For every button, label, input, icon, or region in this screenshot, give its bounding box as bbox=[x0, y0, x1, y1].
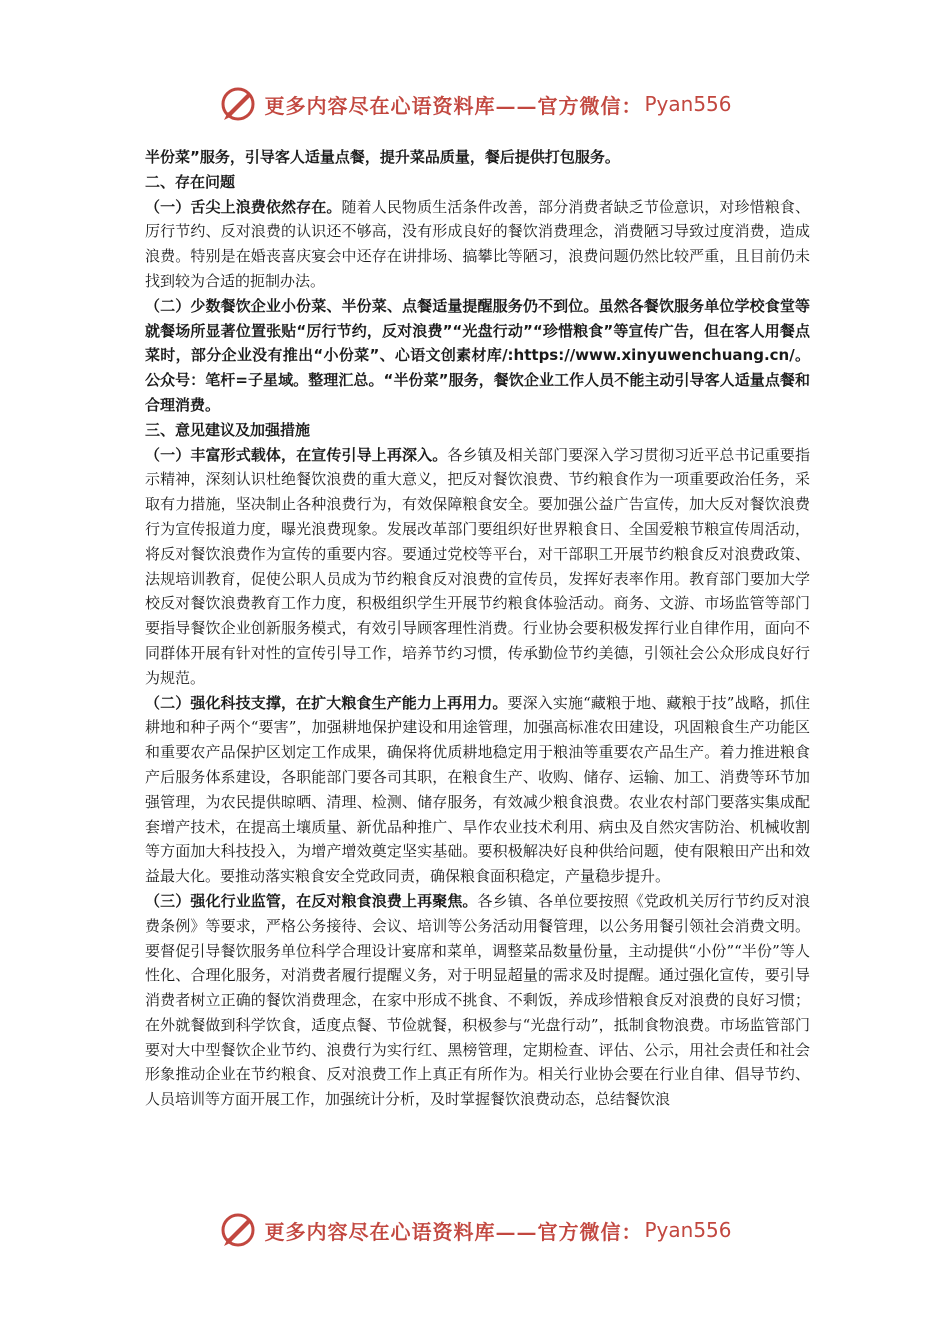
paragraph-5 bbox=[145, 889, 810, 1112]
paragraph-3 bbox=[145, 443, 810, 691]
paragraph-1-text: 随着人民物质生活条件改善，部分消费者缺乏节俭意识，对珍惜粮食、厉行节约、反对浪费的认识还不够高，没有形成良好的餐饮消费理念，消费陋习导致过度消费，造成浪费。特别是在婚丧喜庆宴会中还存在讲排场、搞攀比等陋习，浪费问题仍然比较严重，且目前仍未找到较为合适的扼制办法。 bbox=[145, 197, 810, 290]
document-body bbox=[145, 145, 810, 1112]
paragraph-1 bbox=[145, 195, 810, 294]
paragraph-3-title: （一）丰富形式载体，在宣传引导上再深入。 bbox=[145, 445, 448, 464]
paragraph-4 bbox=[145, 691, 810, 889]
watermark-header bbox=[0, 82, 950, 126]
paragraph-2: （二）少数餐饮企业小份菜、半份菜、点餐适量提醒服务仍不到位。虽然各餐饮服务单位学校食堂等就餐场所显著位置张贴“厉行节约，反对浪费”“光盘行动”“珍惜粮食”等宣传广告，但在客人用餐点菜时，部分企业没有推出“小份菜”、心语文创素材库/:https://www.xinyuwenchuang.cn/。公众号：笔杆=子星域。整理汇总。“半份菜”服务，餐饮企业工作人员不能主动引导客人适量点餐和合理消费。 bbox=[145, 296, 810, 414]
watermark-id: Pyan556 bbox=[644, 1218, 732, 1242]
section-heading-2: 二、存在问题 bbox=[145, 172, 236, 191]
watermark-text: 更多内容尽在心语资料库——官方微信： bbox=[264, 93, 643, 118]
section-heading-3: 三、意见建议及加强措施 bbox=[145, 420, 311, 439]
pen-logo-icon bbox=[218, 1210, 258, 1250]
paragraph-3-text: 各乡镇及相关部门要深入学习贯彻习近平总书记重要指示精神，深刻认识杜绝餐饮浪费的重大意义，把反对餐饮浪费、节约粮食作为一项重要政治任务，采取有力措施，坚决制止各种浪费行为，有效保障粮食安全。要加强公益广告宣传，加大反对餐饮浪费行为宣传报道力度，曝光浪费现象。发展改革部门要组织好世界粮食日、全国爱粮节粮宣传周活动，将反对餐饮浪费作为宣传的重要内容。要通过党校等平台，对干部职工开展节约粮食反对浪费政策、法规培训教育，促使公职人员成为节约粮食反对浪费的宣传员，发挥好表率作用。教育部门要加大学校反对餐饮浪费教育工作力度，积极组织学生开展节约粮食体验活动。商务、文游、市场监管等部门要指导餐饮企业创新服务模式，有效引导顾客理性消费。行业协会要积极发挥行业自律作用，面向不同群体开展有针对性的宣传引导工作，培养节约习惯，传承勤俭节约美德，引领社会公众形成良好行为规范。 bbox=[145, 445, 810, 687]
watermark-id: Pyan556 bbox=[644, 92, 732, 116]
paragraph-4-text: 要深入实施“藏粮于地、藏粮于技”战略，抓住耕地和种子两个“要害”，加强耕地保护建设和用途管理，加强高标准农田建设，巩固粮食生产功能区和重要农产品保护区划定工作成果，确保将优质耕地稳定用于粮油等重要农产品生产。着力推进粮食产后服务体系建设，各职能部门要各司其职，在粮食生产、收购、储存、运输、加工、消费等环节加强管理，为农民提供晾晒、清理、检测、储存服务，有效减少粮食浪费。农业农村部门要落实集成配套增产技术，在提高土壤质量、新优品种推广、旱作农业技术利用、病虫及自然灾害防治、机械收割等方面加大科技投入，为增产增效奠定坚实基础。要积极解决好良种供给问题，使有限粮田产出和效益最大化。要推动落实粮食安全党政同责，确保粮食面积稳定，产量稳步提升。 bbox=[145, 693, 810, 886]
paragraph-5-title: （三）强化行业监管，在反对粮食浪费上再聚焦。 bbox=[145, 891, 478, 910]
pen-logo-icon bbox=[218, 84, 258, 124]
continuation-line: 半份菜”服务，引导客人适量点餐，提升菜品质量，餐后提供打包服务。 bbox=[145, 148, 620, 166]
paragraph-4-title: （二）强化科技支撑，在扩大粮食生产能力上再用力。 bbox=[145, 693, 508, 712]
watermark-footer bbox=[0, 1208, 950, 1252]
paragraph-1-title: （一）舌尖上浪费依然存在。 bbox=[145, 197, 342, 216]
watermark-text: 更多内容尽在心语资料库——官方微信： bbox=[264, 1219, 643, 1244]
paragraph-5-text: 各乡镇、各单位要按照《党政机关厉行节约反对浪费条例》等要求，严格公务接待、会议、培训等公务活动用餐管理，以公务用餐引领社会消费文明。要督促引导餐饮服务单位科学合理设计宴席和菜单，调整菜品数量份量，主动提供“小份”“半份”等人性化、合理化服务，对消费者履行提醒义务，对于明显超量的需求及时提醒。通过强化宣传，要引导消费者树立正确的餐饮消费理念，在家中形成不挑食、不剩饭，养成珍惜粮食反对浪费的良好习惯；在外就餐做到科学饮食，适度点餐、节俭就餐，积极参与“光盘行动”，抵制食物浪费。市场监管部门要对大中型餐饮企业节约、浪费行为实行红、黑榜管理，定期检查、评估、公示，用社会责任和社会形象推动企业在节约粮食、反对浪费工作上真正有所作为。相关行业协会要在行业自律、倡导节约、人员培训等方面开展工作，加强统计分析，及时掌握餐饮浪费动态，总结餐饮浪 bbox=[145, 891, 810, 1109]
